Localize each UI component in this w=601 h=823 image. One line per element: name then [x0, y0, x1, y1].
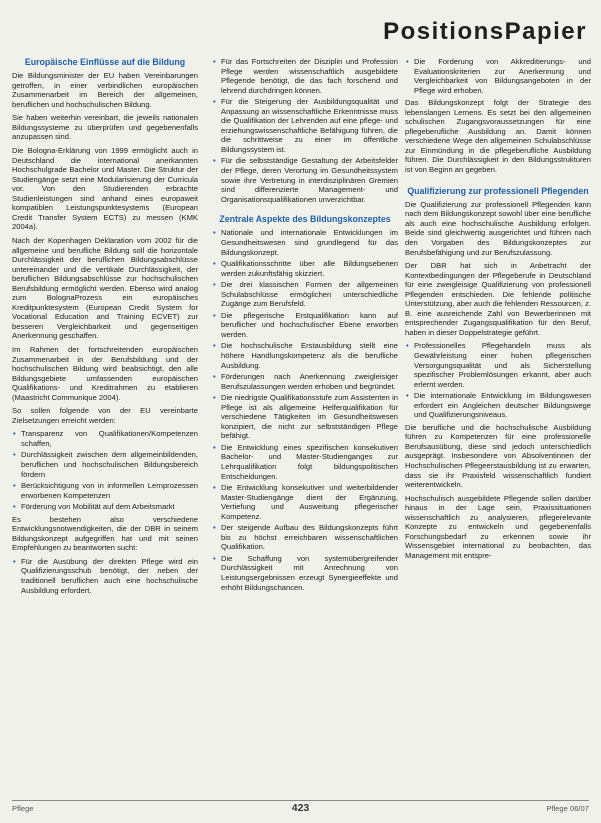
paragraph: Die Bildungsminister der EU haben Vereinbarungen getroffen, in einer verbindlichen europäischen Zusammenarbeit im Bereich der allgemeinen, beruflichen und hochschulischen Bildung. [12, 71, 198, 109]
page-footer [12, 800, 589, 814]
paragraph: Das Bildungskonzept folgt der Strategie des lebenslangen Lernens. Es setzt bei den allgemeinen schulischen Zugangsvoraussetzungen für eine pflegeberufliche Ausbildung an. Damit können verschiedene Wege den allgemeinen Schulabschlüsse zur Einmündung in die pflegeberufliche Ausbildung führen. Die Durchlässigkeit in den Bildungsstrukturen ist von Beginn an gegeben. [405, 98, 591, 175]
list-item: • Die Entwicklung eines spezifischen konsekutiven Bachelor- und Master-Studienganges zur Lehrqualifikation folgt bildungspolitischen Entscheidungen. [221, 443, 398, 481]
list-item: • Die internationale Entwicklung im Bildungswesen erfordert ein Angleichen deutscher Bildungswege und Qualifizierungsniveaus. [414, 391, 591, 420]
list-item: • Die Forderung von Akkreditierungs- und Evaluationskriterien zur Anerkennung und Vergleichbarkeit von Bildungsangeboten in der Pflege wird erhoben. [414, 57, 591, 95]
paragraph: Im Rahmen der fortschreitenden europäischen Zusammenarbeit in der Berufsbildung und der hochschulischen Bildung wird beabsichtigt, den alle Bildungsgebiete umfassenden europäischen Qualifikations- und Kreditrahmen zu etablieren (Maastricht Communique 2004). [12, 344, 198, 402]
list-item: • Die pflegerische Erstqualifikation kann auf beruflicher und hochschulischer Ebene erworben werden. [221, 311, 398, 340]
paragraph: Sie haben weiterhin vereinbart, die jeweils nationalen Bildungssysteme zu überprüfen und gegebenenfalls anzupassen sind. [12, 113, 198, 142]
bullet-list-qualification [405, 341, 591, 419]
list-item: • Transparenz von Qualifikationen/Kompetenzen schaffen, [21, 429, 198, 448]
paragraph: Die berufliche und die hochschulische Ausbildung führen zu Kompetenzen für eine professionelle Berufsausübung, diese sind jedoch unterschiedlich ausgeprägt. Insbesondere von Absolventinnen der Hochschulischen Pflegeerstausbildung ist zu erwarten, dass sie ihr Praxisfeld wissenschaftlich fundiert weiterentwickeln. [405, 422, 591, 490]
paragraph: Die Qualifizierung zur professionell Pflegenden kann nach dem Bildungskonzept sowohl über eine berufliche als auch eine hochschulische Ausbildung erfolgen. Beide sind gleichwertig ausgerichtet und führen nach den Vorgaben des Bildungskonzeptes zur Berufsbefähigung und zur Berufszulassung. [405, 199, 591, 257]
list-item: • Die Entwicklung konsekutiver und weiterbildender Master-Studiengänge dient der Ergänzung, Vertiefung und Ausweitung pflegerischer Kompetenz. [221, 483, 398, 521]
bullet-list-central-aspects-continued [405, 57, 591, 95]
paragraph: Es bestehen also verschiedene Entwicklungsnotwendigkeiten, die der DBR in seinem Bildungskonzept aufgegriffen hat und mit seinen Empfehlungen zu beantworten sucht: [12, 514, 198, 553]
bullet-list-needs-continued [212, 57, 398, 204]
list-item: • Die drei klassischen Formen der allgemeinen Schulabschlüsse ermöglichen unterschiedliche Zugänge zum Berufsfeld. [221, 280, 398, 309]
paragraph: Hochschulisch ausgebildete Pflegende sollen darüber hinaus in der Lage sein, Praxissituationen wissenschaftlich zu analysieren, pflegerelevante Konzepte zu entwickeln und gegebenenfalls Forschungsbedarf zu erkennen sowie ihr Wissensgebiet international zu beobachten, das Management mit entspre- [405, 493, 591, 560]
list-item: • Nationale und internationale Entwicklungen im Gesundheitswesen sind grundlegend für das Bildungskonzept. [221, 228, 398, 257]
list-item: • Für die Ausübung der direkten Pflege wird ein Qualifizierungsschub benötigt, der neben der traditionell beruflichen auch eine hochschulische Ausbildung erfordert. [21, 557, 198, 595]
page-number: 423 [291, 802, 310, 814]
section-heading-qualification: Qualifizierung zur professionell Pflegenden [407, 185, 589, 196]
section-heading-central-aspects: Zentrale Aspekte des Bildungskonzeptes [219, 214, 391, 225]
list-item: • Die Schaffung von systemübergreifender Durchlässigkeit mit Anrechnung von Leistungsergebnissen erzeugt Synergieeffekte und erhöht Bildungschancen. [221, 554, 398, 592]
footer-rule [12, 800, 589, 801]
paragraph: So sollen folgende von der EU vereinbarte Zielsetzungen erreicht werden: [12, 406, 198, 425]
bullet-list-central-aspects [212, 228, 398, 592]
list-item: • Berücksichtigung von in informellen Lernprozessen erworbenen Kompetenzen [21, 481, 198, 500]
paragraph: Die Bologna-Erklärung von 1999 ermöglicht auch in Deutschland die international anerkannten Hochschulgrade Bachelor und Master. Die Struktur der Studiengänge setzt eine Modularisierung der Curricula vor. Von den Studierenden erbrachte Studienleistungen sind anhand eines europaweit kompatiblen Leistungspunktesystems (European Credit Transfer System ECTS) zu messen (KMK 2004a). [12, 146, 198, 232]
section-heading-european-influences: Europäische Einflüsse auf die Bildung [24, 57, 186, 67]
paragraph: Der DBR hat sich in Anbetracht der Kontextbedingungen der Pflegeberufe in Deutschland für eine zweigleisige Qualifizierung von professionell Pflegenden entschieden. Die fehlende politische Unterstützung, aber auch die fehlenden Ressourcen, z. B. eine ausreichende Zahl von Bewerberinnen mit entsprechender Zugangsqualifikation für den Beruf, haben in dieser Doppelstrategie geführt. [405, 261, 591, 337]
bullet-list-eu-goals [12, 429, 198, 511]
list-item: • Für die Steigerung der Ausbildungsqualität und Anpassung an wissenschaftliche Erkenntnisse muss die Qualifikation der Lehrenden auf eine pflege- und erziehungswissenschaftliche Befähigung führen, die die schrittweise zu einer im öffentliche Bildungssystem ist. [221, 97, 398, 154]
list-item: • Qualifikationsschritte über alle Bildungsebenen werden zukunftsfähig skizziert. [221, 259, 398, 278]
list-item: • Die niedrigste Qualifikationsstufe zum Assistenten in Pflege ist als allgemeine Helferqualifikation für verschiedene Tätigkeiten im Gesundheitswesen konzipiert, die nicht zur selbstständigen Pflege befähigt. [221, 393, 398, 441]
footer-journal-name: Pflege [12, 804, 34, 813]
column-1 [12, 57, 198, 598]
list-item: • Die hochschulische Erstausbildung stellt eine höhere Handlungskompetenz als die berufliche Ausbildung. [221, 341, 398, 370]
list-item: • Der steigende Aufbau des Bildungskonzepts führt bis zu höchst erreichbaren wissenschaftlichen Qualifikation. [221, 523, 398, 552]
column-3 [405, 57, 591, 564]
column-2 [212, 57, 398, 595]
footer-issue: Pflege 06/07 [546, 804, 589, 813]
list-item: • Für die selbstständige Gestaltung der Arbeitsfelder der Pflege, deren Verortung im Gesundheitssystem sowie ihre Vertretung in interdisziplinären Gremien sind differenzierte Management- und Organisationsqualifikationen unverzichtbar. [221, 156, 398, 204]
list-item: • Für das Fortschreiten der Disziplin und Profession Pflege werden wissenschaftlich ausgebildete Pflegende benötigt, die das fach forschend und lehrend durchdringen können. [221, 57, 398, 95]
list-item: • Durchlässigkeit zwischen dem allgemeinbildenden, beruflichen und hochschulischen Bildungsbereich fördern [21, 450, 198, 479]
bullet-list-needs [12, 557, 198, 595]
paragraph: Nach der Kopenhagen Deklaration vom 2002 für die allgemeine und berufliche Bildung soll die horizontale Durchlässigkeit der beruflichen Bildungsabschlüsse untereinander und die vertikale Durchlässigkeit, der beruflichen Bildungsabschlüsse zur hochschulischen Berufsbildung ermöglicht werden. Ebenso wird analog zum BolognaProzess ein europäisches Kreditpunktesystem (European Credit System for Vocational Education and Training ECVET) zur besseren Vergleichbarkeit und gegenseitigen Anerkennung geschaffen. [12, 235, 198, 341]
list-item: • Professionelles Pflegehandeln muss als Gewährleistung einer hohen pflegerischen Versorgungsqualität und als Sicherstellung spezifischer Problemlösungen erkannt, aber auch erlernt werden. [414, 341, 591, 389]
list-item: • Förderung von Mobilität auf dem Arbeitsmarkt [21, 502, 198, 512]
list-item: • Förderungen nach Anerkennung zweigleisiger Berufszulassungen werden erhoben und begründet. [221, 372, 398, 391]
masthead-title: PositionsPapier [383, 18, 587, 45]
